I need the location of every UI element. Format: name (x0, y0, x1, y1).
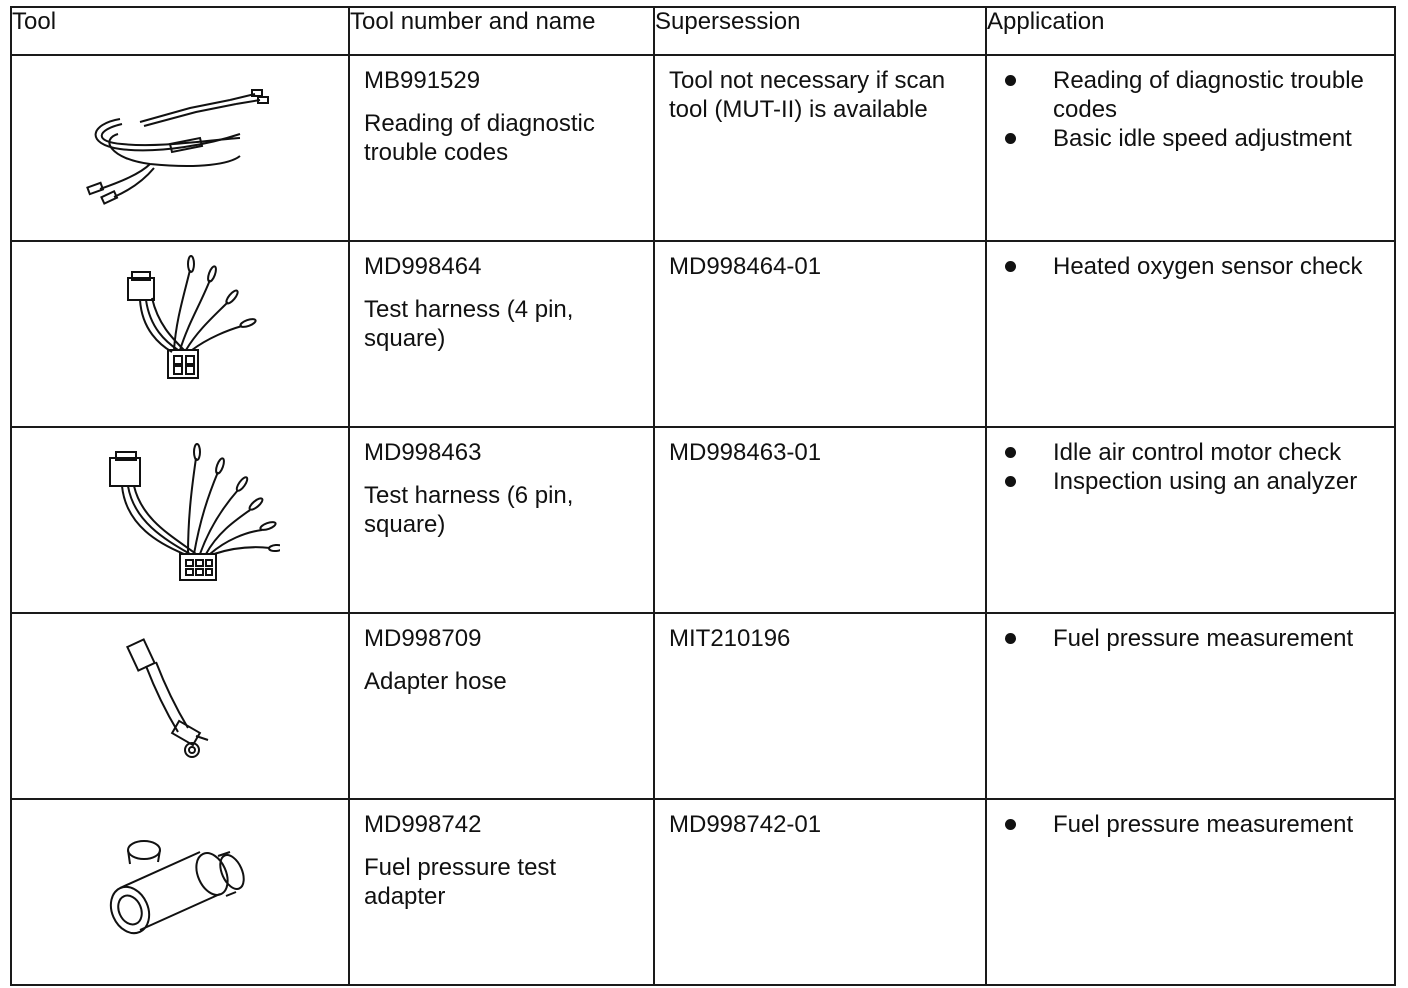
supersession-text: MD998742-01 (669, 811, 822, 838)
header-tool: Tool (11, 7, 349, 55)
supersession-cell (654, 55, 986, 241)
tool-name: Fuel pressure test adapter (364, 854, 557, 910)
test-harness-4pin-illustration (80, 250, 280, 400)
tool-number-name-cell (349, 427, 654, 613)
application-cell (986, 427, 1395, 613)
table-row (11, 613, 1395, 799)
tool-illustration-cell (11, 613, 349, 799)
tool-number-name-cell (349, 613, 654, 799)
tool-number-name-cell (349, 241, 654, 427)
supersession-text: MD998464-01 (669, 253, 822, 280)
application-item: Inspection using an analyzer (987, 467, 1384, 496)
tool-name: Test harness (4 pin, square) (364, 296, 574, 352)
tool-name: Adapter hose (364, 668, 507, 695)
application-cell (986, 613, 1395, 799)
tool-illustration-cell (11, 55, 349, 241)
application-cell (986, 55, 1395, 241)
cable-harness-illustration (80, 64, 280, 214)
supersession-cell (654, 241, 986, 427)
table-row (11, 427, 1395, 613)
tool-number: MD998709 (364, 625, 482, 652)
supersession-cell (654, 427, 986, 613)
tool-illustration-cell (11, 799, 349, 985)
application-list (987, 614, 1394, 653)
test-harness-6pin-illustration (80, 436, 280, 586)
application-item: Basic idle speed adjustment (987, 124, 1384, 153)
tool-name: Reading of diagnostic trouble codes (364, 110, 595, 166)
header-supersession: Supersession (654, 7, 986, 55)
tool-number-name-cell (349, 799, 654, 985)
special-tools-table (10, 6, 1396, 986)
table-row (11, 241, 1395, 427)
application-item: Fuel pressure measurement (987, 624, 1384, 653)
tool-illustration-cell (11, 427, 349, 613)
tool-number: MD998463 (364, 439, 482, 466)
application-cell (986, 241, 1395, 427)
tool-illustration-cell (11, 241, 349, 427)
table-row (11, 799, 1395, 985)
header-tool-number-name: Tool number and name (349, 7, 654, 55)
tool-number: MD998464 (364, 253, 482, 280)
supersession-text: Tool not necessary if scan tool (MUT-II) is available (669, 67, 946, 123)
application-list (987, 56, 1394, 153)
application-item: Idle air control motor check (987, 438, 1384, 467)
application-item: Fuel pressure measurement (987, 810, 1384, 839)
special-tools-sheet (10, 6, 1394, 980)
table-row (11, 55, 1395, 241)
supersession-cell (654, 613, 986, 799)
tool-number: MB991529 (364, 67, 481, 94)
supersession-text: MIT210196 (669, 625, 791, 652)
application-list (987, 242, 1394, 281)
supersession-cell (654, 799, 986, 985)
header-application: Application (986, 7, 1395, 55)
application-list (987, 428, 1394, 496)
tool-name: Test harness (6 pin, square) (364, 482, 574, 538)
fuel-pressure-adapter-illustration (80, 808, 280, 958)
header-row (11, 7, 1395, 55)
tool-number: MD998742 (364, 811, 482, 838)
application-list (987, 800, 1394, 839)
supersession-text: MD998463-01 (669, 439, 822, 466)
application-item: Heated oxygen sensor check (987, 252, 1384, 281)
application-cell (986, 799, 1395, 985)
adapter-hose-illustration (80, 622, 280, 772)
application-item: Reading of diagnostic trouble codes (987, 66, 1384, 124)
tool-number-name-cell (349, 55, 654, 241)
